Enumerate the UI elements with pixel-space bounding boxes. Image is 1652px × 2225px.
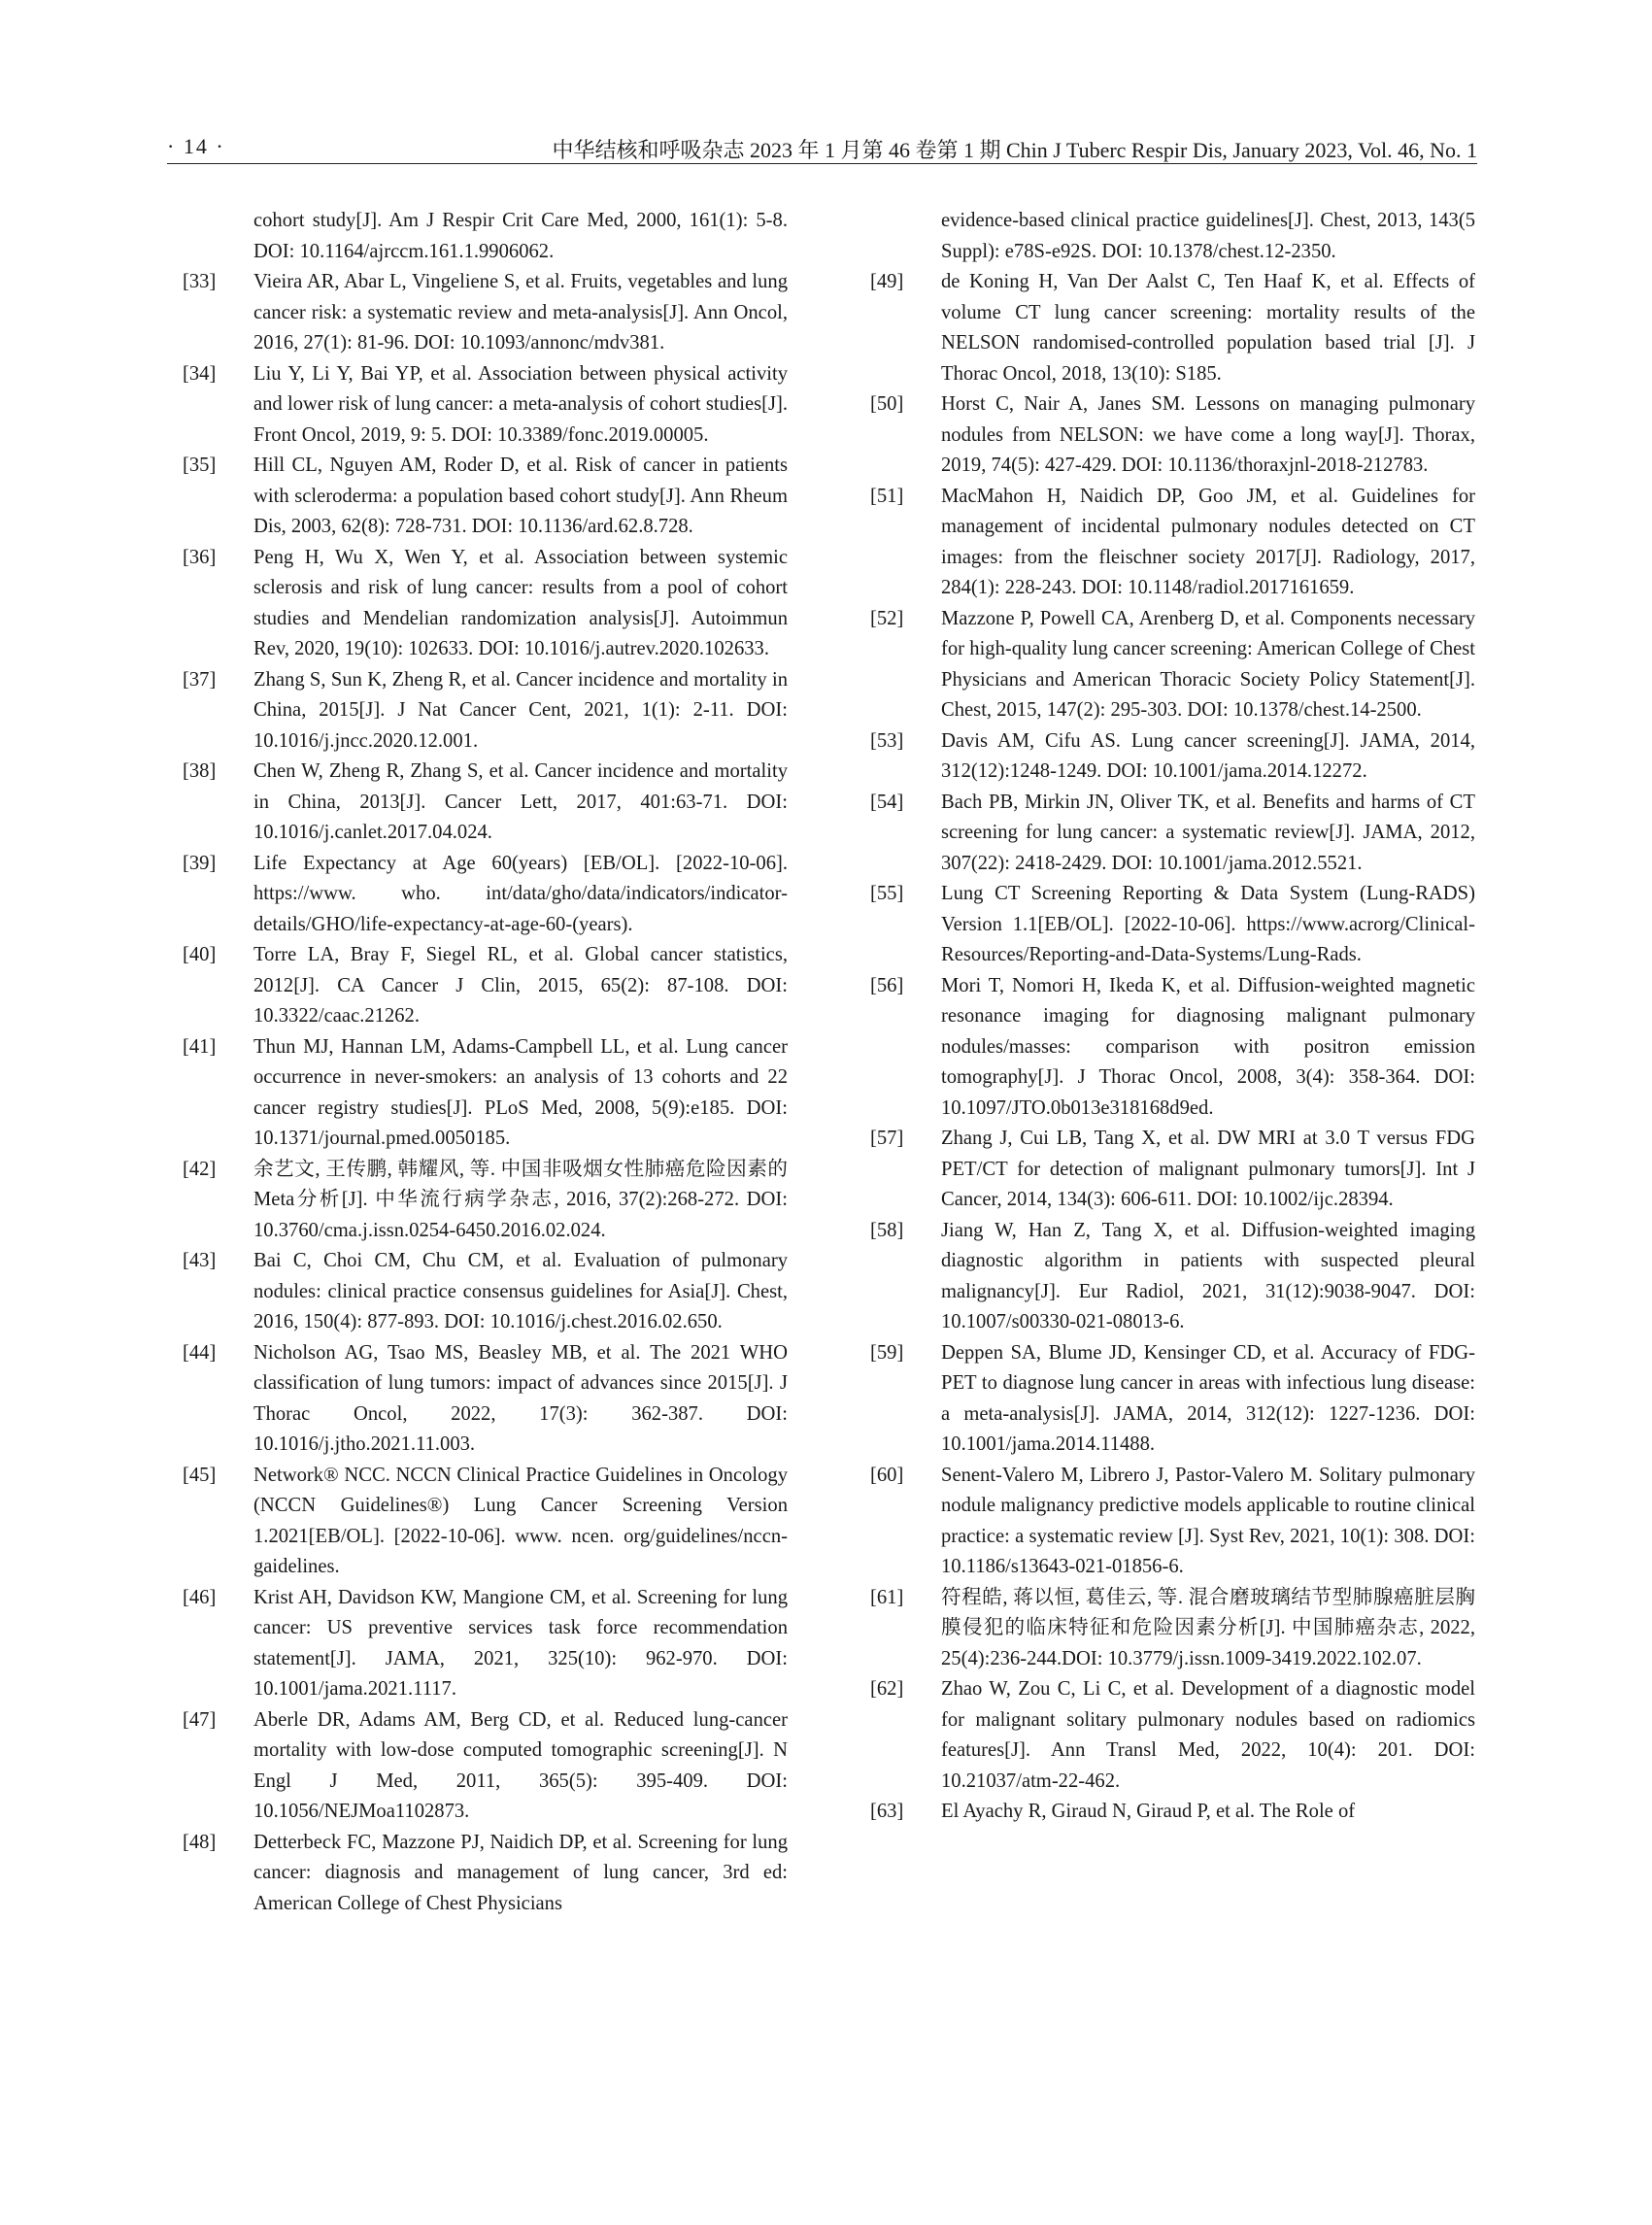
reference-text: Liu Y, Li Y, Bai YP, et al. Association between physical activity and lower risk of lung cancer: a meta-analysis of cohort studies[J]. Front Oncol, 2019, 9: 5. DOI: 10.3389/fonc.2019.00005. <box>253 362 788 446</box>
reference-number: [56] <box>870 974 904 996</box>
reference-number: [46] <box>183 1586 217 1608</box>
reference-entry <box>183 1705 788 1828</box>
reference-entry <box>870 604 1475 726</box>
reference-number: [62] <box>870 1678 904 1700</box>
reference-text: Vieira AR, Abar L, Vingeliene S, et al. Fruits, vegetables and lung cancer risk: a systematic review and meta-analysis[J]. Ann Oncol, 2016, 27(1): 81-96. DOI: 10.1093/annonc/mdv381. <box>253 271 788 354</box>
reference-entry <box>183 359 788 452</box>
reference-number: [36] <box>183 546 217 568</box>
reference-number: [57] <box>870 1128 904 1149</box>
reference-number: [44] <box>183 1341 217 1364</box>
reference-number: [60] <box>870 1464 904 1486</box>
reference-text: MacMahon H, Naidich DP, Goo JM, et al. Guidelines for management of incidental pulmonary nodules detected on CT images: from the fleischner society 2017[J]. Radiology, 2017, 284(1): 228-243. DOI: 10.1148/radiol.2017161659. <box>941 485 1475 598</box>
reference-text: Life Expectancy at Age 60(years) [EB/OL]. [2022-10-06]. https://www. who. int/data/gho/data/indicators/indicator-details/GHO/life-expectancy-at-age-60-(years). <box>253 852 788 935</box>
reference-entry <box>870 1216 1475 1338</box>
reference-text: de Koning H, Van Der Aalst C, Ten Haaf K, et al. Effects of volume CT lung cancer screening: mortality results of the NELSON randomised-controlled population based trial [J]. J Thorac Oncol, 2018, 13(10): S185. <box>941 271 1475 385</box>
reference-number: [49] <box>870 271 904 292</box>
reference-text: Lung CT Screening Reporting & Data System (Lung-RADS) Version 1.1[EB/OL]. [2022-10-06]. https://www.acrorg/Clinical-Resources/Reporting-and-Data-Systems/Lung-Rads. <box>941 883 1475 965</box>
reference-number: [53] <box>870 729 904 752</box>
reference-entry <box>183 940 788 1032</box>
reference-text: Krist AH, Davidson KW, Mangione CM, et al. Screening for lung cancer: US preventive services task force recommendation statement[J]. JAMA, 2021, 325(10): 962-970. DOI: 10.1001/jama.2021.1117. <box>253 1586 788 1700</box>
reference-number: [47] <box>183 1708 217 1731</box>
reference-number: [52] <box>870 607 904 629</box>
reference-number: [40] <box>183 944 217 965</box>
reference-text: Jiang W, Han Z, Tang X, et al. Diffusion-weighted imaging diagnostic algorithm in patients with suspected pleural malignancy[J]. Eur Radiol, 2021, 31(12):9038-9047. DOI: 10.1007/s00330-021-08013-6. <box>941 1219 1475 1332</box>
reference-text: 余艺文, 王传鹏, 韩耀风, 等. 中国非吸烟女性肺癌危险因素的Meta分析[J]. 中华流行病学杂志, 2016, 37(2):268-272. DOI: 10.3760/cma.j.issn.0254-6450.2016.02.024. <box>253 1158 788 1241</box>
reference-text: Horst C, Nair A, Janes SM. Lessons on managing pulmonary nodules from NELSON: we have come a long way[J]. Thorax, 2019, 74(5): 427-429. DOI: 10.1136/thoraxjnl-2018-212783. <box>941 393 1475 476</box>
reference-entry <box>870 1797 1475 1828</box>
reference-entry <box>870 879 1475 971</box>
reference-text: Senent-Valero M, Librero J, Pastor-Valero M. Solitary pulmonary nodule malignancy predictive models applicable to routine clinical practice: a systematic review [J]. Syst Rev, 2021, 10(1): 308. DOI: 10.1186/s13643-021-01856-6. <box>941 1464 1475 1577</box>
reference-entry <box>870 1583 1475 1675</box>
reference-entry <box>183 1461 788 1583</box>
reference-text: 符程皓, 蒋以恒, 葛佳云, 等. 混合磨玻璃结节型肺腺癌脏层胸膜侵犯的临床特征和危险因素分析[J]. 中国肺癌杂志, 2022, 25(4):236-244.DOI: 10.3779/j.issn.1009-3419.2022.102.07. <box>941 1586 1475 1669</box>
reference-number: [33] <box>183 271 217 292</box>
reference-number: [51] <box>870 485 904 507</box>
reference-entry <box>183 267 788 359</box>
reference-number: [55] <box>870 883 904 904</box>
reference-text: evidence-based clinical practice guidelines[J]. Chest, 2013, 143(5 Suppl): e78S-e92S. DOI: 10.1378/chest.12-2350. <box>941 210 1475 262</box>
reference-column-left <box>183 206 788 1919</box>
reference-entry <box>183 1828 788 1920</box>
reference-text: cohort study[J]. Am J Respir Crit Care Med, 2000, 161(1): 5-8. DOI: 10.1164/ajrccm.161.1.9906062. <box>253 210 788 262</box>
reference-entry <box>870 206 1475 267</box>
reference-text: Hill CL, Nguyen AM, Roder D, et al. Risk of cancer in patients with scleroderma: a population based cohort study[J]. Ann Rheum Dis, 2003, 62(8): 728-731. DOI: 10.1136/ard.62.8.728. <box>253 455 788 537</box>
reference-number: [42] <box>183 1158 217 1180</box>
reference-text: Zhang S, Sun K, Zheng R, et al. Cancer incidence and mortality in China, 2015[J]. J Nat Cancer Cent, 2021, 1(1): 2-11. DOI: 10.1016/j.jncc.2020.12.001. <box>253 668 788 752</box>
reference-text: Bach PB, Mirkin JN, Oliver TK, et al. Benefits and harms of CT screening for lung cancer: a systematic review[J]. JAMA, 2012, 307(22): 2418-2429. DOI: 10.1001/jama.2012.5521. <box>941 791 1475 874</box>
reference-entry <box>183 451 788 543</box>
reference-number: [41] <box>183 1035 217 1058</box>
reference-number: [59] <box>870 1341 904 1364</box>
reference-number: [63] <box>870 1801 904 1822</box>
page-number: · 14 · <box>167 134 225 158</box>
reference-text: Torre LA, Bray F, Siegel RL, et al. Global cancer statistics, 2012[J]. CA Cancer J Clin, 2015, 65(2): 87-108. DOI: 10.3322/caac.21262. <box>253 944 788 1027</box>
reference-text: Thun MJ, Hannan LM, Adams-Campbell LL, et al. Lung cancer occurrence in never-smokers: an analysis of 13 cohorts and 22 cancer registry studies[J]. PLoS Med, 2008, 5(9):e185. DOI: 10.1371/journal.pmed.0050185. <box>253 1035 788 1149</box>
reference-text: Peng H, Wu X, Wen Y, et al. Association between systemic sclerosis and risk of lung cancer: results from a pool of cohort studies and Mendelian randomization analysis[J]. Autoimmun Rev, 2020, 19(10): 102633. DOI: 10.1016/j.autrev.2020.102633. <box>253 546 788 659</box>
reference-entry <box>870 267 1475 389</box>
reference-number: [37] <box>183 668 217 691</box>
reference-entry <box>183 206 788 267</box>
reference-entry <box>870 1338 1475 1461</box>
reference-text: Nicholson AG, Tsao MS, Beasley MB, et al. The 2021 WHO classification of lung tumors: impact of advances since 2015[J]. J Thorac Oncol, 2022, 17(3): 362-387. DOI: 10.1016/j.jtho.2021.11.003. <box>253 1341 788 1455</box>
reference-entry <box>183 1155 788 1247</box>
reference-text: Zhao W, Zou C, Li C, et al. Development of a diagnostic model for malignant solitary pulmonary nodules based on radiomics features[J]. Ann Transl Med, 2022, 10(4): 201. DOI: 10.21037/atm-22-462. <box>941 1678 1475 1792</box>
reference-text: El Ayachy R, Giraud N, Giraud P, et al. The Role of <box>941 1801 1356 1822</box>
reference-text: Detterbeck FC, Mazzone PJ, Naidich DP, et al. Screening for lung cancer: diagnosis and management of lung cancer, 3rd ed: American College of Chest Physicians <box>253 1831 788 1914</box>
reference-number: [43] <box>183 1250 217 1271</box>
reference-entry <box>183 757 788 849</box>
reference-entry <box>870 1124 1475 1216</box>
reference-text: Network® NCC. NCCN Clinical Practice Guidelines in Oncology (NCCN Guidelines®) Lung Cancer Screening Version 1.2021[EB/OL]. [2022-10-06]. www. ncen. org/guidelines/nccn-gaidelines. <box>253 1464 788 1577</box>
reference-entry <box>870 788 1475 880</box>
reference-number: [34] <box>183 362 217 385</box>
reference-text: Zhang J, Cui LB, Tang X, et al. DW MRI at 3.0 T versus FDG PET/CT for detection of malignant pulmonary tumors[J]. Int J Cancer, 2014, 134(3): 606-611. DOI: 10.1002/ijc.28394. <box>941 1128 1475 1210</box>
reference-entry <box>870 389 1475 482</box>
reference-text: Chen W, Zheng R, Zhang S, et al. Cancer incidence and mortality in China, 2013[J]. Cancer Lett, 2017, 401:63-71. DOI: 10.1016/j.canlet.2017.04.024. <box>253 760 788 843</box>
reference-number: [58] <box>870 1219 904 1241</box>
running-header <box>167 130 1477 164</box>
reference-entry <box>183 1032 788 1155</box>
reference-text: Mazzone P, Powell CA, Arenberg D, et al. Components necessary for high-quality lung cancer screening: American College of Chest Physicians and American Thoracic Society Policy Statement[J]. Chest, 2015, 147(2): 295-303. DOI: 10.1378/chest.14-2500. <box>941 607 1475 721</box>
reference-column-right <box>870 206 1475 1828</box>
reference-text: Aberle DR, Adams AM, Berg CD, et al. Reduced lung-cancer mortality with low-dose computed tomographic screening[J]. N Engl J Med, 2011, 365(5): 395-409. DOI: 10.1056/NEJMoa1102873. <box>253 1708 788 1822</box>
reference-number: [48] <box>183 1831 217 1853</box>
reference-number: [54] <box>870 791 904 813</box>
reference-entry <box>870 1674 1475 1797</box>
reference-number: [38] <box>183 760 217 782</box>
reference-number: [45] <box>183 1464 217 1486</box>
reference-entry <box>183 1583 788 1705</box>
reference-number: [50] <box>870 393 904 415</box>
reference-entry <box>183 665 788 758</box>
reference-entry <box>870 726 1475 788</box>
reference-number: [61] <box>870 1586 904 1608</box>
reference-text: Bai C, Choi CM, Chu CM, et al. Evaluation of pulmonary nodules: clinical practice consensus guidelines for Asia[J]. Chest, 2016, 150(4): 877-893. DOI: 10.1016/j.chest.2016.02.650. <box>253 1250 788 1332</box>
journal-citation-line: 中华结核和呼吸杂志 2023 年 1 月第 46 卷第 1 期 Chin J Tuberc Respir Dis, January 2023, Vol. 46, No. 1 <box>552 138 1477 162</box>
reference-entry <box>183 1338 788 1461</box>
reference-entry <box>870 971 1475 1125</box>
reference-text: Davis AM, Cifu AS. Lung cancer screening[J]. JAMA, 2014, 312(12):1248-1249. DOI: 10.1001/jama.2014.12272. <box>941 729 1475 782</box>
reference-entry <box>870 1461 1475 1583</box>
reference-number: [35] <box>183 455 217 476</box>
reference-entry <box>870 482 1475 604</box>
reference-number: [39] <box>183 852 217 874</box>
reference-entry <box>183 1246 788 1338</box>
reference-entry <box>183 543 788 665</box>
reference-text: Mori T, Nomori H, Ikeda K, et al. Diffusion-weighted magnetic resonance imaging for diagnosing malignant pulmonary nodules/masses: comparison with positron emission tomography[J]. J Thorac Oncol, 2008, 3(4): 358-364. DOI: 10.1097/JTO.0b013e318168d9ed. <box>941 974 1475 1119</box>
reference-text: Deppen SA, Blume JD, Kensinger CD, et al. Accuracy of FDG-PET to diagnose lung cancer in areas with infectious lung disease: a meta-analysis[J]. JAMA, 2014, 312(12): 1227-1236. DOI: 10.1001/jama.2014.11488. <box>941 1341 1475 1455</box>
reference-entry <box>183 849 788 941</box>
